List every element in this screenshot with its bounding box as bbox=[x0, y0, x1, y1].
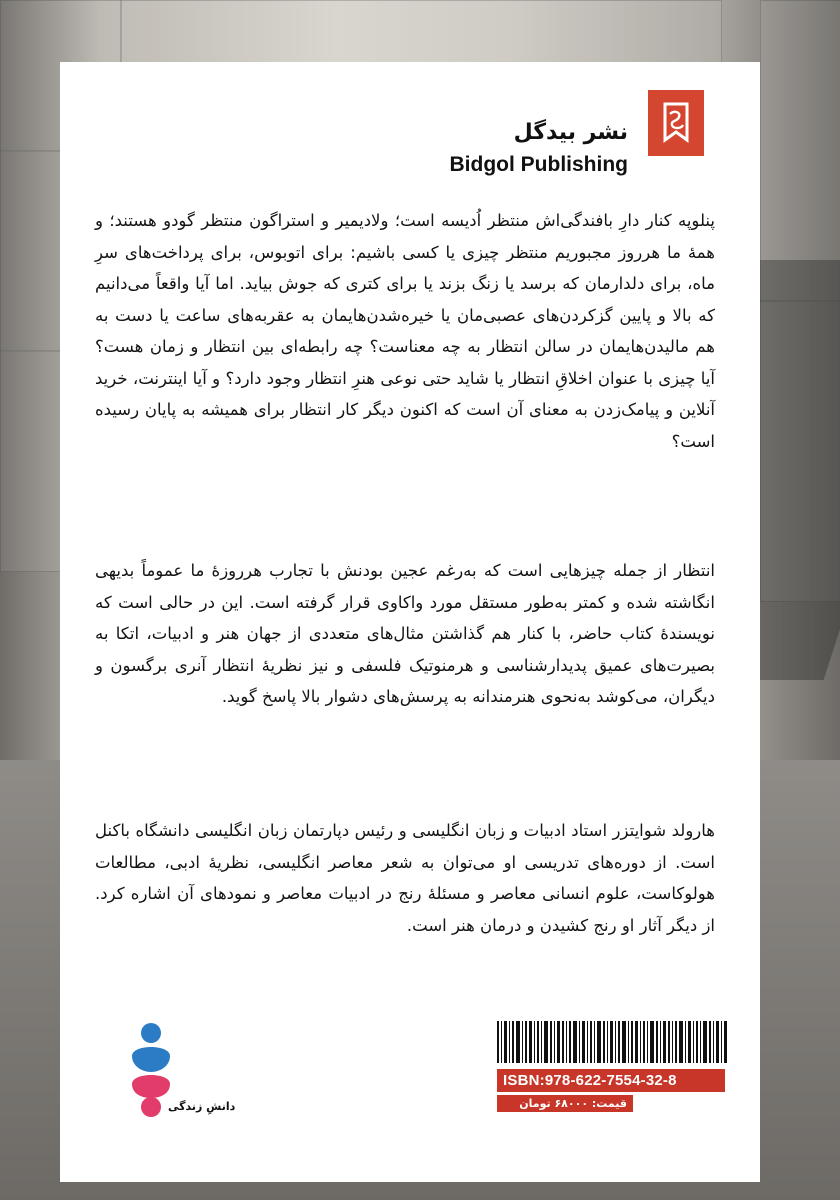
isbn-label: ISBN:978-622-7554-32-8 bbox=[497, 1069, 725, 1092]
publisher-name-en: Bidgol Publishing bbox=[449, 153, 628, 176]
publisher-name-fa: نشر بیدگل bbox=[513, 120, 628, 145]
bidgol-logo-icon bbox=[648, 90, 704, 156]
summary-paragraph-1: پنلوپه کنار دارِ بافندگی‌اش منتظر اُدیسه است؛ ولادیمیر و استراگون منتظر گودو هستند؛ و همهٔ ما هرروز مجبوریم منتظر چیزی یا کسی باشیم: برای اتوبوس، برای پرداخت‌های سرِ ماه، برای دلدارمان که برسد یا زنگ بزند یا برای کتری که جوش بیاید. اما آیا واقعاً می‌دانیم که بالا و پایین گزکردن‌های عصبی‌مان یا خیره‌شدن‌هایمان به عقربه‌های ساعت یا دست به هم مالیدن‌هایمان در سالن انتظار به چه معناست؟ چه رابطه‌ای بین انتظار و زمان هست؟ آیا چیزی با عنوان اخلاقِ انتظار یا شاید حتی نوعی هنرِ انتظار وجود دارد؟ و آیا اینترنت، خرید آنلاین و پیامک‌زدن به معنای آن است که اکنون دیگر کار انتظار برای همیشه به پایان رسیده است؟ bbox=[95, 211, 715, 451]
author-bio-paragraph: هارولد شوایتزر استاد ادبیات و زبان انگلیسی و رئیس دپارتمان زبان انگلیسی دانشگاه باکنل است. از دوره‌های تدریسی او می‌توان به شعر معاصر انگلیسی، نظریهٔ ادبی، مطالعات هولوکاست، علوم انسانی معاصر و مسئلهٔ رنج در ادبیات معاصر و نمودهای آن اشاره کرد. از دیگر آثار او رنج کشیدن و درمان هنر است. bbox=[95, 821, 715, 935]
summary-paragraph-2: انتظار از جمله چیزهایی است که به‌رغم عجین بودنش با تجارب هرروزهٔ ما عموماً بدیهی انگاشته شده و کمتر به‌طور مستقل مورد واکاوی قرار گرفته است. این در حالی است که نویسندهٔ کتاب حاضر، با کنار هم گذاشتن مثال‌های متعددی از جهان هنر و ادبیات، اتکا به بصیرت‌های عمیق پدیدارشناسی و هرمنوتیک فلسفی و نیز نظریهٔ انتظار آنری برگسون و دیگران، می‌کوشد به‌نحوی هنرمندانه به پرسش‌های دشوار بالا پاسخ گوید. bbox=[95, 561, 715, 706]
wall-panel bbox=[120, 0, 722, 64]
barcode-icon bbox=[497, 1021, 727, 1063]
wall-panel bbox=[760, 0, 840, 302]
sub-brand-label: دانشِ زندگی bbox=[168, 1100, 236, 1113]
barcode-block bbox=[497, 1021, 732, 1112]
price-label: قیمت: ۶۸۰۰۰ تومان bbox=[497, 1095, 633, 1112]
